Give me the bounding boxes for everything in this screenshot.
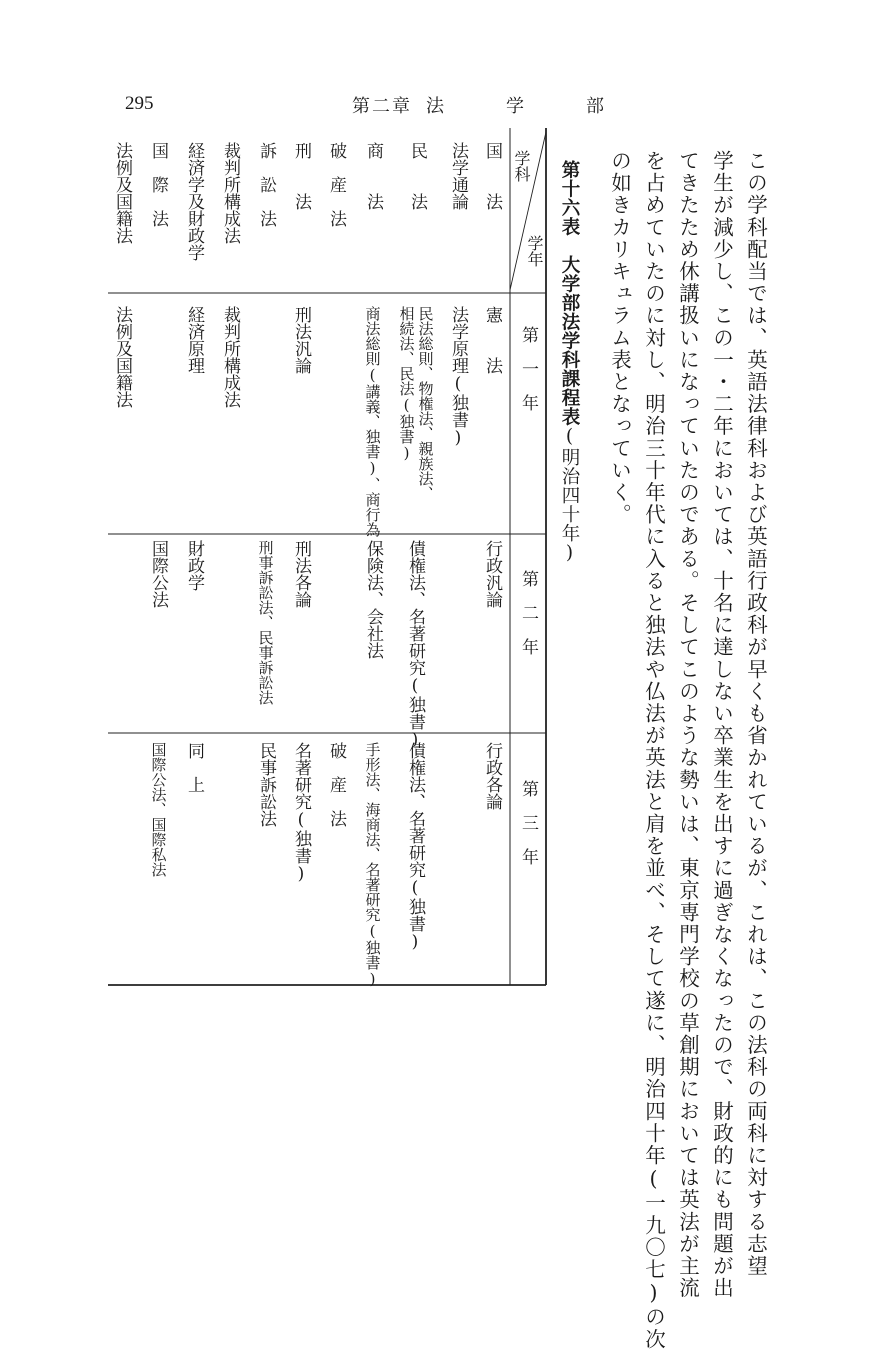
table-cell: 裁判所構成法 xyxy=(220,306,240,408)
table-cell: 国際公法、国際私法 xyxy=(149,742,168,877)
subject-cell: 法学通論 xyxy=(448,142,468,210)
subject-cell: 裁判所構成法 xyxy=(220,142,240,244)
subject-cell: 民 法 xyxy=(407,142,427,210)
subject-cell: 国 際 法 xyxy=(148,142,168,227)
body-line: の如きカリキュラム表となっていく。 xyxy=(607,150,632,526)
year-header-1: 第 一 年 xyxy=(518,326,538,411)
table-cell: 相続法、民法(独書) xyxy=(397,306,416,462)
body-line: を占めていたのに対し、明治三十年代に入ると独法や仏法が英法と肩を並べ、そして遂に、明治四十年(一九〇七)の次 xyxy=(641,150,666,1350)
caption-sub: (明治四十年) xyxy=(559,426,580,564)
table-cell: 経済原理 xyxy=(184,306,204,374)
table-cell: 民事訴訟法 xyxy=(256,742,276,827)
table-cell: 破 産 法 xyxy=(326,742,346,827)
corner-year-label: 学年 xyxy=(525,235,544,267)
chapter-label: 第二章 xyxy=(352,96,412,117)
body-line: この学科配当では、英語法律科および英語行政科が早くも省かれているが、これは、この法科の両科に対する志望 xyxy=(743,150,768,1278)
table-cell: 保険法、会社法 xyxy=(363,540,383,659)
corner-subject-label: 学科 xyxy=(512,150,531,182)
table-cell: 債権法、名著研究(独書) xyxy=(405,540,425,750)
table-cell: 同 上 xyxy=(184,742,204,793)
table-cell: 行政汎論 xyxy=(482,540,502,608)
table-cell: 国際公法 xyxy=(148,540,168,608)
table-cell: 名著研究(独書) xyxy=(291,742,311,884)
table-cell: 民法総則、物権法、親族法、 xyxy=(416,306,435,501)
body-line: てきたため休講扱いになっていたのである。そしてこのような勢いは、東京専門学校の草創期においては英法が主流 xyxy=(675,150,700,1300)
year-header-2: 第 二 年 xyxy=(518,570,538,655)
table-cell: 債権法、名著研究(独書) xyxy=(405,742,425,952)
table-cell: 財政学 xyxy=(184,540,204,591)
table-cell: 手形法、海商法、名著研究(独書) xyxy=(363,742,382,988)
table-cell: 刑法各論 xyxy=(291,540,311,608)
table-cell: 法例及国籍法 xyxy=(112,306,132,408)
table-cell: 法学原理(独書) xyxy=(448,306,468,448)
table-cell: 刑法汎論 xyxy=(291,306,311,374)
table-cell: 憲 法 xyxy=(482,306,502,374)
subject-cell: 訴 訟 法 xyxy=(256,142,276,227)
subject-cell: 商 法 xyxy=(363,142,383,210)
table-cell: 刑事訴訟法、民事訴訟法 xyxy=(256,540,275,705)
table-cell: 行政各論 xyxy=(482,742,502,810)
table-cell: 商法総則(講義、独書)、商行為 xyxy=(363,306,382,537)
caption-main: 第十六表 大学部法学科課程表 xyxy=(559,160,580,426)
subject-cell: 破 産 法 xyxy=(326,142,346,227)
subject-cell: 刑 法 xyxy=(291,142,311,210)
page-number: 295 xyxy=(125,93,154,114)
year-header-3: 第 三 年 xyxy=(518,780,538,865)
subject-cell: 法例及国籍法 xyxy=(112,142,132,244)
body-line: 学生が減少し、この一・二年においては、十名に達しない卒業生を出すに過ぎなくなったので、財政的にも問題が出 xyxy=(709,150,734,1300)
subject-cell: 経済学及財政学 xyxy=(184,142,204,261)
subject-cell: 国 法 xyxy=(482,142,502,210)
chapter-title: 法 学 部 xyxy=(426,96,626,117)
